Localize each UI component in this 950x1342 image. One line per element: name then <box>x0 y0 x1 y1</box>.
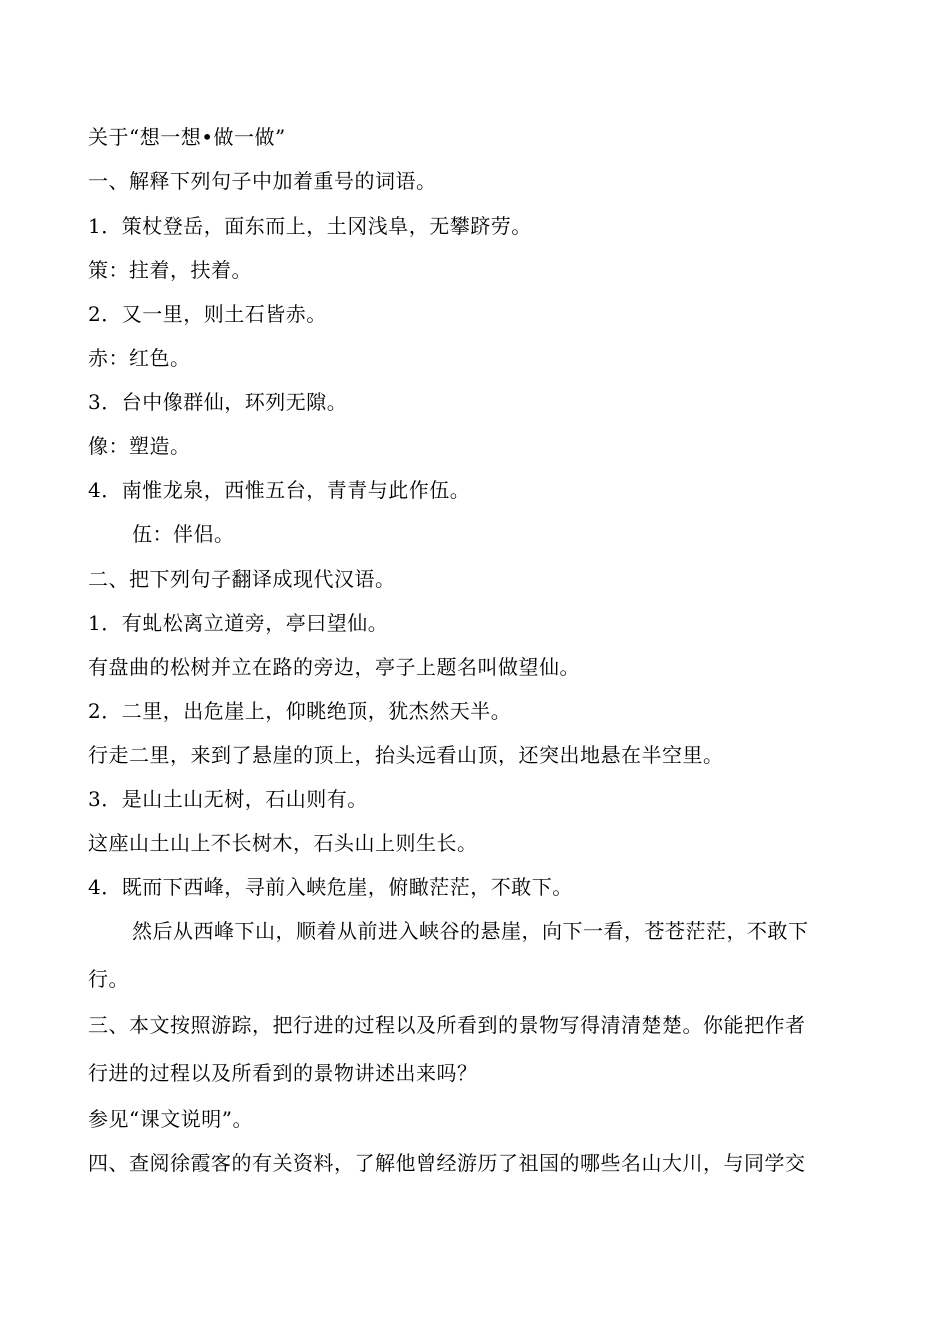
question-heading: 二、把下列句子翻译成现代汉语。 <box>88 567 396 591</box>
item-sentence: 2．二里，出危崖上，仰眺绝顶，犹杰然天半。 <box>88 699 512 723</box>
item-answer: 有盘曲的松树并立在路的旁边，亭子上题名叫做望仙。 <box>88 655 580 679</box>
item-answer: 这座山土山上不长树木，石头山上则生长。 <box>88 831 478 855</box>
item-sentence: 1．策杖登岳，面东而上，土冈浅阜，无攀跻劳。 <box>88 214 532 238</box>
question-heading: 一、解释下列句子中加着重号的词语。 <box>88 169 437 193</box>
item-answer: 赤：红色。 <box>88 346 191 370</box>
item-sentence: 3．台中像群仙，环列无隙。 <box>88 390 348 414</box>
item-answer: 策：拄着，扶着。 <box>88 258 252 282</box>
item-sentence: 3．是山土山无树，石山则有。 <box>88 787 368 811</box>
item-answer: 参见“课文说明”。 <box>88 1107 253 1131</box>
item-sentence: 4．既而下西峰，寻前入峡危崖，俯瞰茫茫，不敢下。 <box>88 875 573 899</box>
section-heading: 关于“想一想•做一做” <box>88 125 286 149</box>
item-answer: 伍：伴侣。 <box>132 522 235 546</box>
item-answer-continued: 行。 <box>88 967 129 991</box>
item-answer: 行走二里，来到了悬崖的顶上，抬头远看山顶，还突出地悬在半空里。 <box>88 743 724 767</box>
item-sentence: 1．有虬松离立道旁，亭曰望仙。 <box>88 611 389 635</box>
question-heading-continued: 行进的过程以及所看到的景物讲述出来吗？ <box>88 1061 478 1085</box>
question-heading: 四、查阅徐霞客的有关资料，了解他曾经游历了祖国的哪些名山大川，与同学交 <box>88 1151 806 1175</box>
item-sentence: 2．又一里，则土石皆赤。 <box>88 302 327 326</box>
item-sentence: 4．南惟龙泉，西惟五台，青青与此作伍。 <box>88 478 471 502</box>
item-answer: 然后从西峰下山，顺着从前进入峡谷的悬崖，向下一看，苍苍茫茫，不敢下 <box>132 919 809 943</box>
item-answer: 像：塑造。 <box>88 434 191 458</box>
question-heading: 三、本文按照游踪，把行进的过程以及所看到的景物写得清清楚楚。你能把作者 <box>88 1013 806 1037</box>
